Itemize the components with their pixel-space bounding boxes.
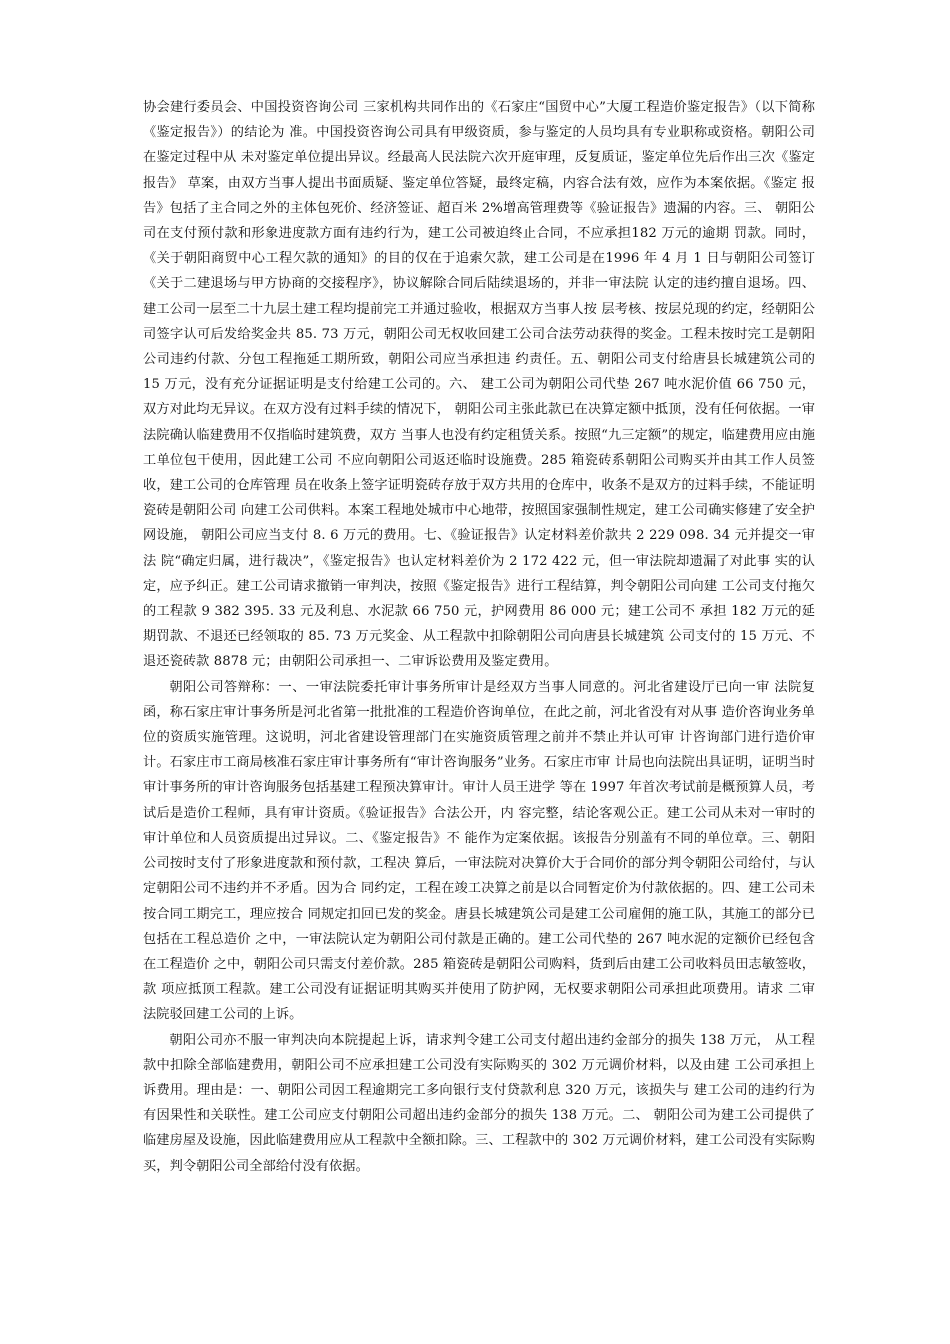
document-page (143, 95, 815, 1179)
paragraph-chaoyang-defense: 朝阳公司答辩称：一、一审法院委托审计事务所审计是经双方当事人同意的。河北省建设厅已向一审 法院复函，称石家庄审计事务所是河北省第一批批准的工程造价咨询单位，在此之前，河北省没有对从事 造价咨询业务单位的资质实施管理。这说明，河北省建设管理部门在实施资质管理之前并不禁止并认可审 计咨询部门进行造价审计。石家庄市工商局核准石家庄审计事务所有“审计咨询服务”业务。石家庄市审 计局也向法院出具证明，证明当时审计事务所的审计咨询服务包括基建工程预决算审计。审计人员王进学 等在 1997 年首次考试前是概预算人员，考试后是造价工程师，具有审计资质。《验证报告》合法公开，内 容完整，结论客观公正。建工公司从未对一审时的审计单位和人员资质提出过异议。二、《鉴定报告》不 能作为定案依据。该报告分别盖有不同的单位章。三、朝阳公司按时支付了形象进度款和预付款，工程决 算后，一审法院对决算价大于合同价的部分判令朝阳公司给付，与认定朝阳公司不违约并不矛盾。因为合 同约定，工程在竣工决算之前是以合同暂定价为付款依据的。四、建工公司未按合同工期完工，理应按合 同规定扣回已发的奖金。唐县长城建筑公司是建工公司雇佣的施工队，其施工的部分已包括在工程总造价 之中，一审法院认定为朝阳公司付款是正确的。建工公司代垫的 267 吨水泥的定额价已经包含在工程造价 之中，朝阳公司只需支付差价款。285 箱瓷砖是朝阳公司购料，货到后由建工公司收料员田志敏签收，款 项应抵顶工程款。建工公司没有证据证明其购买并使用了防护网，无权要求朝阳公司承担此项费用。请求 二审法院驳回建工公司的上诉。 (143, 679, 815, 1023)
paragraph-chaoyang-appeal: 朝阳公司亦不服一审判决向本院提起上诉，请求判令建工公司支付超出违约金部分的损失 138 万元， 从工程款中扣除全部临建费用，朝阳公司不应承担建工公司没有实际购买的 302 万元调价材料，以及由建 工公司承担上诉费用。理由是：一、朝阳公司因工程逾期完工多向银行支付贷款利息 320 万元，该损失与 建工公司的违约行为有因果性和关联性。建工公司应支付朝阳公司超出违约金部分的损失 138 万元。二、 朝阳公司为建工公司提供了临建房屋及设施，因此临建费用应从工程款中全额扣除。三、工程款中的 302 万元调价材料，建工公司没有实际购买，判令朝阳公司全部给付没有依据。 (143, 1032, 815, 1174)
paragraph-appeal-claims: 协会建行委员会、中国投资咨询公司 三家机构共同作出的《石家庄“国贸中心”大厦工程造价鉴定报告》（以下简称《鉴定报告》）的结论为 准。中国投资咨询公司具有甲级资质，参与鉴定的人员均具有专业职称或资格。朝阳公司在鉴定过程中从 未对鉴定单位提出异议。经最高人民法院六次开庭审理，反复质证，鉴定单位先后作出三次《鉴定报告》 草案，由双方当事人提出书面质疑、鉴定单位答疑，最终定稿，内容合法有效，应作为本案依据。《鉴定 报告》包括了主合同之外的主体包死价、经济签证、超百米 2%增高管理费等《验证报告》遗漏的内容。三、 朝阳公司在支付预付款和形象进度款方面有违约行为，建工公司被迫终止合同，不应承担182 万元的逾期 罚款。同时，《关于朝阳商贸中心工程欠款的通知》的目的仅在于追索欠款，建工公司是在1996 年 4 月 1 日与朝阳公司签订《关于二建退场与甲方协商的交接程序》，协议解除合同后陆续退场的，并非一审法院 认定的违约擅自退场。四、建工公司一层至二十九层土建工程均提前完工并通过验收，根据双方当事人按 层考核、按层兑现的约定，经朝阳公司签字认可后发给奖金共 85. 73 万元，朝阳公司无权收回建工公司合法劳动获得的奖金。工程未按时完工是朝阳公司违约付款、分包工程拖延工期所致，朝阳公司应当承担违 约责任。五、朝阳公司支付给唐县长城建筑公司的 15 万元，没有充分证据证明是支付给建工公司的。六、 建工公司为朝阳公司代垫 267 吨水泥价值 66 750 元，双方对此均无异议。在双方没有过料手续的情况下， 朝阳公司主张此款已在决算定额中抵顶，没有任何依据。一审法院确认临建费用不仅指临时建筑费，双方 当事人也没有约定租赁关系。按照“九三定额”的规定，临建费用应由施工单位包干使用，因此建工公司 不应向朝阳公司返还临时设施费。285 箱瓷砖系朝阳公司购买并由其工作人员签收，建工公司的仓库管理 员在收条上签字证明瓷砖存放于双方共用的仓库中，收条不是双方的过料手续，不能证明瓷砖是朝阳公司 向建工公司供料。本案工程地处城市中心地带，按照国家强制性规定，建工公司确实修建了安全护网设施， 朝阳公司应当支付 8. 6 万元的费用。七、《验证报告》认定材料差价款共 2 229 098. 34 元并提交一审法 院“确定归属，进行裁决”，《鉴定报告》也认定材料差价为 2 172 422 元，但一审法院却遗漏了对此事 实的认定，应予纠正。建工公司请求撤销一审判决，按照《鉴定报告》进行工程结算，判令朝阳公司向建 工公司支付拖欠的工程款 9 382 395. 33 元及利息、水泥款 66 750 元，护网费用 86 000 元；建工公司不 承担 182 万元的延期罚款、不退还已经领取的 85. 73 万元奖金、从工程款中扣除朝阳公司向唐县长城建筑 公司支付的 15 万元、不退还瓷砖款 8878 元；由朝阳公司承担一、二审诉讼费用及鉴定费用。 (143, 100, 815, 670)
